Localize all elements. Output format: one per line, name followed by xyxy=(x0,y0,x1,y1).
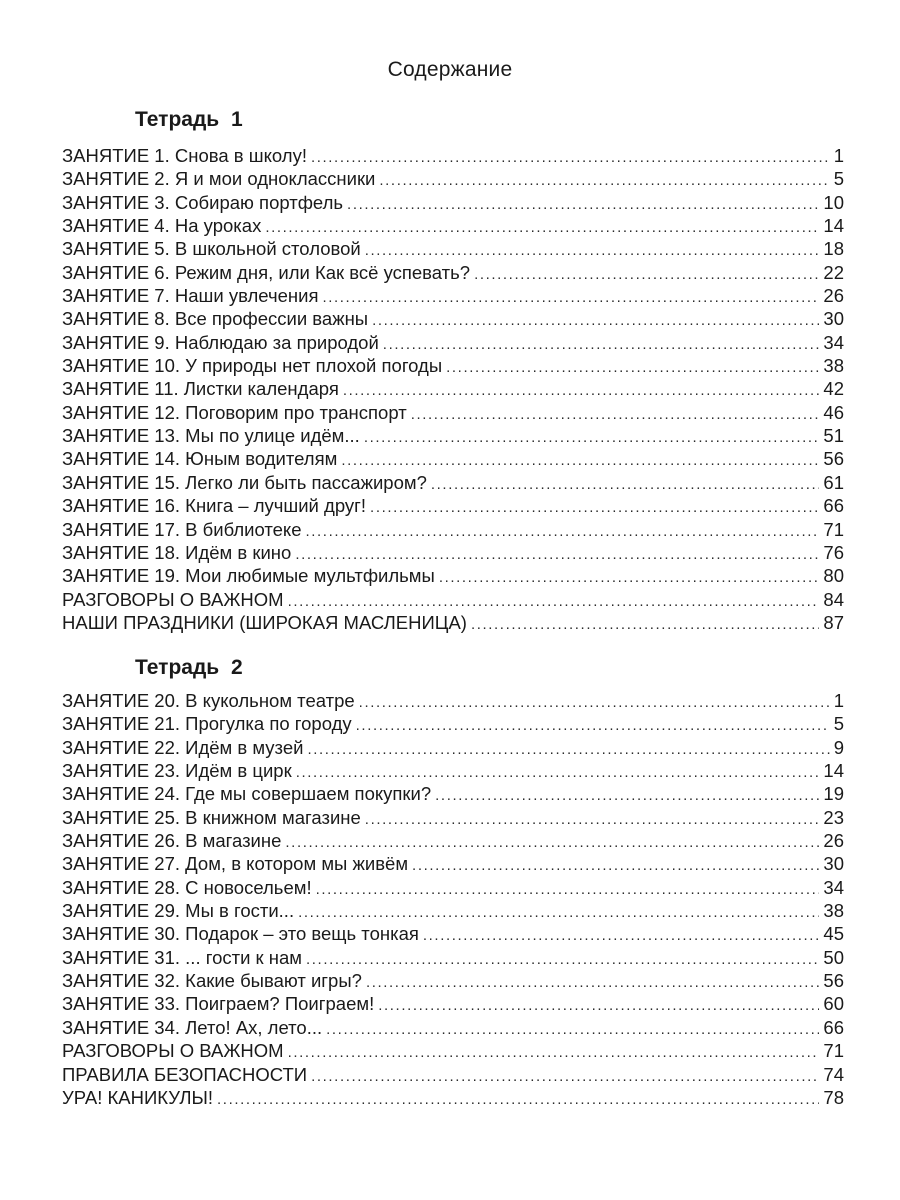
toc-entry xyxy=(62,899,844,922)
toc-entry-page-number: 74 xyxy=(823,1063,844,1085)
toc-entry-page-number: 87 xyxy=(823,611,844,633)
toc-entry xyxy=(62,782,844,805)
toc-entry-title: ЗАНЯТИЕ 4. На уроках xyxy=(62,215,262,237)
toc-entry xyxy=(62,447,844,470)
dot-leader xyxy=(306,520,820,543)
toc-entry-title: ЗАНЯТИЕ 28. С новосельем! xyxy=(62,876,312,898)
dot-leader xyxy=(295,543,819,566)
toc-entry-title: ЗАНЯТИЕ 17. В библиотеке xyxy=(62,518,302,540)
page-title: Содержание xyxy=(387,58,513,81)
toc-entry-page-number: 66 xyxy=(823,1016,844,1038)
toc-entry-page-number: 9 xyxy=(833,736,844,758)
toc-entry xyxy=(62,736,844,759)
toc-entry-page-number: 66 xyxy=(823,495,844,517)
toc-entry-page-number: 22 xyxy=(823,261,844,283)
toc-entry xyxy=(62,261,844,284)
toc-entry-page-number: 78 xyxy=(823,1086,844,1108)
toc-entry xyxy=(62,167,844,190)
toc-entry-title: ЗАНЯТИЕ 8. Все профессии важны xyxy=(62,308,369,330)
toc-entry xyxy=(62,471,844,494)
toc-entry xyxy=(62,214,844,237)
toc-entry-title: ЗАНЯТИЕ 12. Поговорим про транспорт xyxy=(62,401,407,423)
toc-entry-page-number: 71 xyxy=(823,518,844,540)
toc-entry-title: ЗАНЯТИЕ 16. Книга – лучший друг! xyxy=(62,495,367,517)
toc-entry-title: ЗАНЯТИЕ 5. В школьной столовой xyxy=(62,238,361,260)
toc-entry-title: РАЗГОВОРЫ О ВАЖНОМ xyxy=(62,588,284,610)
toc-entry xyxy=(62,354,844,377)
toc-entry-title: ЗАНЯТИЕ 32. Какие бывают игры? xyxy=(62,970,362,992)
dot-leader xyxy=(423,924,820,947)
toc-list-notebook-2 xyxy=(62,689,844,1109)
toc-entry xyxy=(62,564,844,587)
section-heading-notebook-1: Тетрадь 1 xyxy=(135,108,243,131)
toc-list-notebook-1 xyxy=(62,144,844,634)
toc-entry xyxy=(62,331,844,354)
toc-entry-title: УРА! КАНИКУЛЫ! xyxy=(62,1086,214,1108)
dot-leader xyxy=(435,784,819,807)
toc-entry xyxy=(62,588,844,611)
dot-leader xyxy=(217,1088,819,1111)
toc-entry-page-number: 14 xyxy=(823,760,844,782)
dot-leader xyxy=(365,239,820,262)
toc-entry-page-number: 30 xyxy=(823,308,844,330)
dot-leader xyxy=(365,808,820,831)
toc-entry-title: ЗАНЯТИЕ 7. Наши увлечения xyxy=(62,285,319,307)
toc-entry-page-number: 42 xyxy=(823,378,844,400)
toc-entry xyxy=(62,1086,844,1109)
toc-entry-page-number: 34 xyxy=(823,331,844,353)
dot-leader xyxy=(307,738,829,761)
toc-entry-title: ЗАНЯТИЕ 24. Где мы совершаем покупки? xyxy=(62,783,432,805)
toc-entry-page-number: 1 xyxy=(833,145,844,166)
toc-entry-page-number: 19 xyxy=(823,783,844,805)
dot-leader xyxy=(288,1041,820,1064)
toc-entry-title: ПРАВИЛА БЕЗОПАСНОСТИ xyxy=(62,1063,308,1085)
dot-leader xyxy=(471,613,819,636)
toc-entry-page-number: 23 xyxy=(823,806,844,828)
toc-entry-title: ЗАНЯТИЕ 14. Юным водителям xyxy=(62,448,338,470)
dot-leader xyxy=(311,146,830,169)
toc-entry-title: ЗАНЯТИЕ 22. Идём в музей xyxy=(62,736,304,758)
toc-entry xyxy=(62,969,844,992)
toc-entry-page-number: 61 xyxy=(823,471,844,493)
dot-leader xyxy=(383,333,820,356)
toc-entry xyxy=(62,992,844,1015)
toc-entry-page-number: 5 xyxy=(833,168,844,190)
dot-leader xyxy=(364,426,820,449)
section-heading-notebook-2: Тетрадь 2 xyxy=(135,656,243,679)
toc-entry-title: ЗАНЯТИЕ 3. Собираю портфель xyxy=(62,191,344,213)
toc-entry xyxy=(62,852,844,875)
toc-entry xyxy=(62,191,844,214)
dot-leader xyxy=(356,714,830,737)
toc-entry-page-number: 51 xyxy=(823,425,844,447)
toc-entry xyxy=(62,922,844,945)
dot-leader xyxy=(306,948,819,971)
toc-entry xyxy=(62,712,844,735)
toc-entry-page-number: 71 xyxy=(823,1040,844,1062)
toc-entry xyxy=(62,946,844,969)
dot-leader xyxy=(347,193,819,216)
dot-leader xyxy=(378,994,819,1017)
toc-entry-page-number: 80 xyxy=(823,565,844,587)
toc-entry-page-number: 1 xyxy=(833,690,844,711)
dot-leader xyxy=(326,1018,819,1041)
toc-entry-page-number: 60 xyxy=(823,993,844,1015)
toc-entry xyxy=(62,1063,844,1086)
toc-entry-page-number: 84 xyxy=(823,588,844,610)
toc-entry xyxy=(62,759,844,782)
toc-entry-page-number: 50 xyxy=(823,946,844,968)
dot-leader xyxy=(379,169,829,192)
toc-entry xyxy=(62,689,844,712)
toc-entry-title: ЗАНЯТИЕ 27. Дом, в котором мы живём xyxy=(62,853,409,875)
toc-entry xyxy=(62,876,844,899)
toc-entry xyxy=(62,829,844,852)
toc-entry-page-number: 56 xyxy=(823,970,844,992)
toc-entry-page-number: 34 xyxy=(823,876,844,898)
toc-entry xyxy=(62,1039,844,1062)
toc-entry-title: ЗАНЯТИЕ 23. Идём в цирк xyxy=(62,760,292,782)
toc-entry-title: ЗАНЯТИЕ 6. Режим дня, или Как всё успевать? xyxy=(62,261,471,283)
toc-entry-title: ЗАНЯТИЕ 11. Листки календаря xyxy=(62,378,339,400)
toc-entry-title: ЗАНЯТИЕ 26. В магазине xyxy=(62,830,282,852)
toc-entry xyxy=(62,307,844,330)
toc-entry-page-number: 26 xyxy=(823,830,844,852)
dot-leader xyxy=(285,831,819,854)
toc-entry-page-number: 18 xyxy=(823,238,844,260)
toc-entry-title: ЗАНЯТИЕ 21. Прогулка по городу xyxy=(62,713,352,735)
dot-leader xyxy=(311,1065,819,1088)
toc-entry-title: НАШИ ПРАЗДНИКИ (ШИРОКАЯ МАСЛЕНИЦА) xyxy=(62,611,467,633)
toc-entry-page-number: 76 xyxy=(823,541,844,563)
toc-entry-title: ЗАНЯТИЕ 13. Мы по улице идём... xyxy=(62,425,360,447)
toc-entry xyxy=(62,424,844,447)
toc-entry xyxy=(62,494,844,517)
toc-entry xyxy=(62,237,844,260)
toc-entry-page-number: 56 xyxy=(823,448,844,470)
toc-entry-title: ЗАНЯТИЕ 19. Мои любимые мультфильмы xyxy=(62,565,435,587)
dot-leader xyxy=(265,216,819,239)
toc-entry xyxy=(62,1016,844,1039)
toc-entry xyxy=(62,541,844,564)
toc-entry-page-number: 46 xyxy=(823,401,844,423)
toc-entry-page-number: 14 xyxy=(823,215,844,237)
toc-entry-title: ЗАНЯТИЕ 1. Снова в школу! xyxy=(62,145,307,166)
toc-entry xyxy=(62,144,844,167)
toc-entry-title: ЗАНЯТИЕ 2. Я и мои одноклассники xyxy=(62,168,376,190)
toc-entry-title: ЗАНЯТИЕ 18. Идём в кино xyxy=(62,541,292,563)
dot-leader xyxy=(343,379,820,402)
toc-entry-title: ЗАНЯТИЕ 10. У природы нет плохой погоды xyxy=(62,355,443,377)
toc-entry-page-number: 10 xyxy=(823,191,844,213)
dot-leader xyxy=(370,496,819,519)
toc-entry-title: ЗАНЯТИЕ 34. Лето! Ах, лето... xyxy=(62,1016,323,1038)
toc-entry xyxy=(62,806,844,829)
toc-entry-title: ЗАНЯТИЕ 29. Мы в гости... xyxy=(62,900,295,922)
toc-entry-page-number: 30 xyxy=(823,853,844,875)
toc-entry xyxy=(62,611,844,634)
toc-entry-title: ЗАНЯТИЕ 30. Подарок – это вещь тонкая xyxy=(62,923,419,945)
toc-entry-page-number: 38 xyxy=(823,355,844,377)
toc-entry-title: ЗАНЯТИЕ 15. Легко ли быть пассажиром? xyxy=(62,471,427,493)
toc-entry-page-number: 38 xyxy=(823,900,844,922)
dot-leader xyxy=(316,878,820,901)
toc-entry xyxy=(62,401,844,424)
dot-leader xyxy=(341,449,819,472)
dot-leader xyxy=(298,901,819,924)
toc-entry-title: ЗАНЯТИЕ 25. В книжном магазине xyxy=(62,806,361,828)
dot-leader xyxy=(412,854,819,877)
dot-leader xyxy=(411,403,820,426)
dot-leader xyxy=(288,590,820,613)
toc-entry-page-number: 26 xyxy=(823,285,844,307)
dot-leader xyxy=(322,286,819,309)
dot-leader xyxy=(439,566,820,589)
dot-leader xyxy=(474,263,819,286)
toc-entry-title: РАЗГОВОРЫ О ВАЖНОМ xyxy=(62,1040,284,1062)
toc-entry-title: ЗАНЯТИЕ 33. Поиграем? Поиграем! xyxy=(62,993,375,1015)
dot-leader xyxy=(372,309,819,332)
dot-leader xyxy=(366,971,819,994)
toc-entry-title: ЗАНЯТИЕ 20. В кукольном театре xyxy=(62,690,355,711)
toc-entry-title: ЗАНЯТИЕ 9. Наблюдаю за природой xyxy=(62,331,379,353)
toc-entry xyxy=(62,284,844,307)
dot-leader xyxy=(296,761,820,784)
toc-entry-page-number: 45 xyxy=(823,923,844,945)
toc-entry-title: ЗАНЯТИЕ 31. ... гости к нам xyxy=(62,946,303,968)
toc-entry-page-number: 5 xyxy=(833,713,844,735)
toc-entry xyxy=(62,377,844,400)
dot-leader xyxy=(446,356,819,379)
toc-entry xyxy=(62,518,844,541)
dot-leader xyxy=(431,473,820,496)
dot-leader xyxy=(359,691,830,714)
